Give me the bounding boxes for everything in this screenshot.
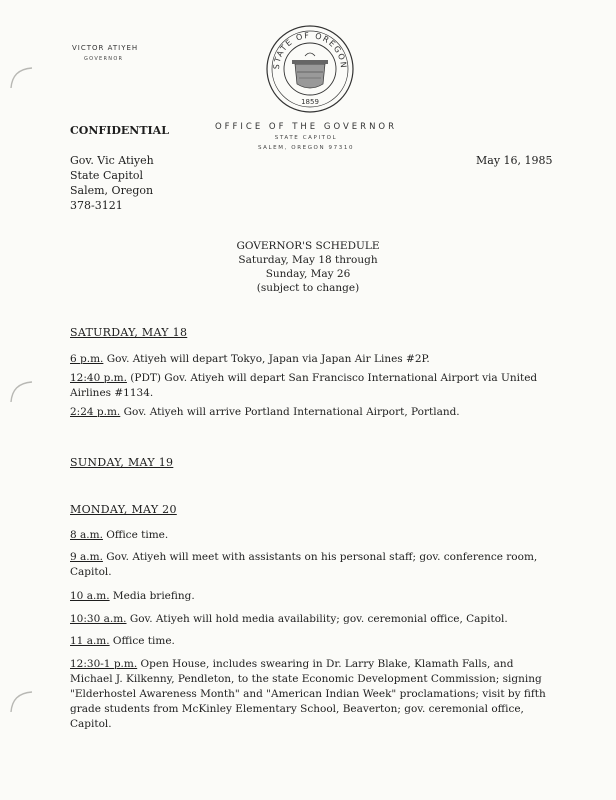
punch-hole-mark-top <box>6 64 36 90</box>
entry-time: 9 a.m. <box>70 551 103 563</box>
schedule-range-end: Sunday, May 26 <box>265 268 351 280</box>
address-line: State Capitol <box>70 169 144 182</box>
confidential-label: CONFIDENTIAL <box>70 124 169 137</box>
address-line: Gov. Vic Atiyeh <box>70 154 154 167</box>
svg-text:STATE OF OREGON: STATE OF OREGON <box>271 30 349 70</box>
schedule-range-start: Saturday, May 18 through <box>238 254 378 266</box>
schedule-entry <box>70 371 550 401</box>
day-heading-saturday: SATURDAY, MAY 18 <box>70 326 188 339</box>
entry-time: 12:40 p.m. <box>70 372 127 384</box>
document-date: May 16, 1985 <box>476 154 553 167</box>
schedule-entry <box>70 405 550 420</box>
schedule-note: (subject to change) <box>256 282 360 294</box>
entry-text: Gov. Atiyeh will meet with assistants on his personal staff; gov. conference room, Capitol. <box>70 551 538 578</box>
schedule-entry <box>70 589 550 604</box>
schedule-title: GOVERNOR'S SCHEDULE <box>236 240 380 252</box>
schedule-entry <box>70 352 550 367</box>
address-line: 378-3121 <box>70 199 123 212</box>
entry-text: Gov. Atiyeh will hold media availability; gov. ceremonial office, Capitol. <box>126 613 508 625</box>
entry-time: 6 p.m. <box>70 353 104 365</box>
schedule-entry <box>70 634 550 649</box>
entry-time: 10 a.m. <box>70 590 110 602</box>
entry-time: 12:30-1 p.m. <box>70 658 138 670</box>
entry-text: Open House, includes swearing in Dr. Larry Blake, Klamath Falls, and Michael J. Kilkenny, Pendleton, to the state Economic Development Commission; signing "Elderhostel Awareness Month" and "American Indian Week" proclamations; visit by fifth grade students from McKinley Elementary School, Beaverton; gov. ceremonial office, Capitol. <box>70 658 546 730</box>
schedule-entry <box>70 550 550 580</box>
entry-text: Office time. <box>102 529 169 541</box>
schedule-entry <box>70 528 550 543</box>
entry-text: (PDT) Gov. Atiyeh will depart San Francisco International Airport via United Airlines #1134. <box>70 372 538 399</box>
day-heading-sunday: SUNDAY, MAY 19 <box>70 456 174 469</box>
governor-title: GOVERNOR <box>84 56 124 62</box>
schedule-entry <box>70 657 550 732</box>
entry-text: Gov. Atiyeh will arrive Portland International Airport, Portland. <box>120 406 460 418</box>
office-title: OFFICE OF THE GOVERNOR <box>214 122 398 132</box>
entry-time: 10:30 a.m. <box>70 613 127 625</box>
svg-text:1859: 1859 <box>301 98 319 106</box>
entry-text: Media briefing. <box>109 590 195 602</box>
governor-name: VICTOR ATIYEH <box>72 44 139 52</box>
entry-text: Office time. <box>109 635 175 647</box>
entry-time: 11 a.m. <box>70 635 110 647</box>
punch-hole-mark-middle <box>6 378 36 404</box>
day-heading-monday: MONDAY, MAY 20 <box>70 503 177 516</box>
entry-text: Gov. Atiyeh will depart Tokyo, Japan via Japan Air Lines #2P. <box>103 353 430 365</box>
entry-time: 8 a.m. <box>70 529 103 541</box>
address-line: Salem, Oregon <box>70 184 154 197</box>
state-seal-icon <box>265 24 355 114</box>
office-address-line-1: STATE CAPITOL <box>274 135 338 141</box>
schedule-header <box>200 239 416 295</box>
schedule-entry <box>70 612 550 627</box>
entry-time: 2:24 p.m. <box>70 406 121 418</box>
punch-hole-mark-bottom <box>6 688 36 714</box>
office-address-line-2: SALEM, OREGON 97310 <box>257 145 355 151</box>
